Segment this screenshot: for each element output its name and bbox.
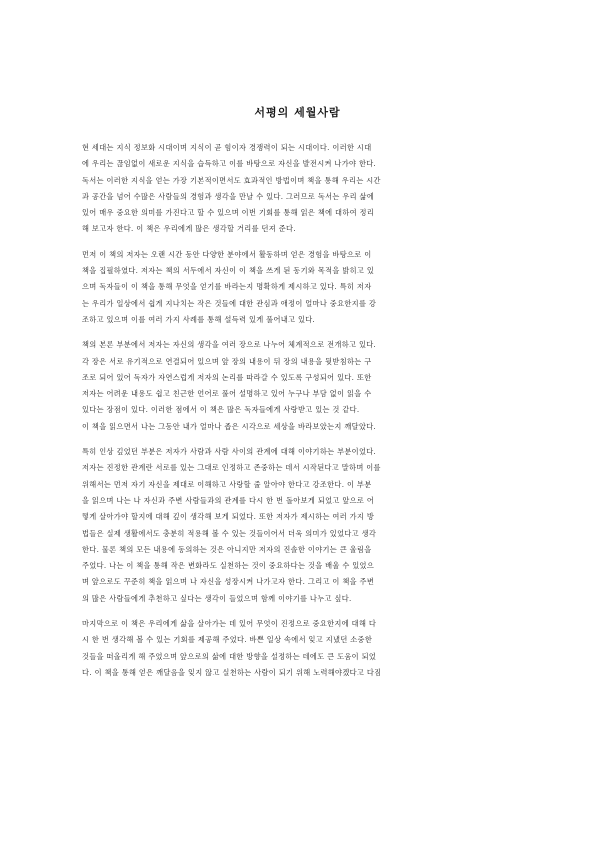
paragraph-line: 저자는 어려운 내용도 쉽고 친근한 언어로 풀어 설명하고 있어 누구나 부담 없이 읽을 수	[82, 389, 372, 399]
paragraph-line: 특히 인상 깊었던 부분은 저자가 사람과 사람 사이의 관계에 대해 이야기하는 부분이었다.	[82, 447, 377, 457]
paragraph-line: 한다. 물론 책의 모든 내용에 동의하는 것은 아니지만 저자의 진솔한 이야기는 큰 울림을	[82, 544, 372, 554]
paragraph-line: 있다는 장점이 있다. 이러한 점에서 이 책은 많은 독자들에게 사랑받고 있는 것 같다.	[82, 405, 360, 415]
body-paragraph	[82, 337, 514, 435]
paragraph-line: 다. 이 책을 통해 얻은 깨달음을 잊지 않고 실천하는 사람이 되기 위해 노력해야겠다고 다짐	[82, 667, 382, 677]
paragraph-line: 며 앞으로도 꾸준히 책을 읽으며 나 자신을 성장시켜 나가고자 한다. 그리고 이 책을 주변	[82, 577, 375, 587]
paragraph-line: 책의 본론 부분에서 저자는 자신의 생각을 여러 장으로 나누어 체계적으로 전개하고 있다.	[82, 340, 377, 350]
paragraph-line: 에 우리는 끊임없이 새로운 지식을 습득하고 이를 바탕으로 자신을 발전시켜 나가야 한다.	[82, 159, 377, 169]
body-paragraph	[82, 444, 514, 607]
paragraph-line: 저자는 진정한 관계란 서로를 있는 그대로 인정하고 존중하는 데서 시작된다고 말하며 이를	[82, 463, 381, 473]
paragraph-line: 시 한 번 생각해 볼 수 있는 기회를 제공해 주었다. 바쁜 일상 속에서 잊고 지냈던 소중한	[82, 635, 373, 645]
paragraph-line: 현 세대는 지식 정보화 시대이며 지식이 곧 힘이자 경쟁력이 되는 시대이다. 이러한 시대	[82, 143, 372, 152]
paragraph-line: 것들을 떠올리게 해 주었으며 앞으로의 삶에 대한 방향을 설정하는 데에도 큰 도움이 되었	[82, 651, 377, 661]
paragraph-line: 있어 매우 중요한 의미를 가진다고 할 수 있으며 이번 기회를 통해 읽은 책에 대하여 정리	[82, 208, 375, 218]
paragraph-line: 는 우리가 일상에서 쉽게 지나치는 작은 것들에 대한 관심과 애정이 얼마나 중요한지를 강	[82, 298, 377, 308]
paragraph-line: 떻게 살아가야 할지에 대해 깊이 생각해 보게 되었다. 또한 저자가 제시하는 여러 가지 방	[82, 512, 375, 522]
paragraph-line: 책을 집필하였다. 저자는 책의 서두에서 자신이 이 책을 쓰게 된 동기와 목적을 밝히고 있	[82, 266, 375, 276]
paragraph-line: 이 책을 읽으면서 나는 그동안 내가 얼마나 좁은 시각으로 세상을 바라보았는지 깨달았다.	[82, 421, 377, 431]
paragraph-line: 법들은 실제 생활에서도 충분히 적용해 볼 수 있는 것들이어서 더욱 의미가 있었다고 생각	[82, 528, 377, 538]
paragraph-line: 마지막으로 이 책은 우리에게 삶을 살아가는 데 있어 무엇이 진정으로 중요한지에 대해 다	[82, 619, 377, 629]
paragraph-line: 으며 독자들이 이 책을 통해 무엇을 얻기를 바라는지 명확하게 제시하고 있다. 특히 저자	[82, 282, 372, 292]
paragraph-line: 의 많은 사람들에게 추천하고 싶다는 생각이 들었으며 함께 이야기를 나누고 싶다.	[82, 593, 352, 603]
paragraph-line: 주었다. 나는 이 책을 통해 작은 변화라도 실천하는 것이 중요하다는 것을 배울 수 있었으	[82, 561, 375, 571]
paragraph-line: 독서는 이러한 지식을 얻는 가장 기본적이면서도 효과적인 방법이며 책을 통해 우리는 시간	[82, 175, 381, 185]
paragraph-line: 위해서는 먼저 자기 자신을 제대로 이해하고 사랑할 줄 알아야 한다고 강조한다. 이 부분	[82, 479, 372, 489]
body-paragraph	[82, 140, 514, 238]
body-paragraph	[82, 616, 514, 681]
paragraph-line: 을 읽으며 나는 나 자신과 주변 사람들과의 관계를 다시 한 번 돌아보게 되었고 앞으로 어	[82, 495, 375, 505]
paragraph-line: 조하고 있으며 이를 여러 가지 사례를 통해 설득력 있게 풀어내고 있다.	[82, 314, 316, 324]
document-title: 서평의 세월사람	[254, 106, 341, 119]
paragraph-line: 각 장은 서로 유기적으로 연결되어 있으며 앞 장의 내용이 뒤 장의 내용을 뒷받침하는 구	[82, 356, 372, 366]
paragraph-line: 해 보고자 한다. 이 책은 우리에게 많은 생각할 거리를 던져 준다.	[82, 224, 296, 234]
paragraph-line: 먼저 이 책의 저자는 오랜 시간 동안 다양한 분야에서 활동하며 얻은 경험을 바탕으로 이	[82, 249, 372, 259]
paragraph-line: 과 공간을 넘어 수많은 사람들의 경험과 생각을 만날 수 있다. 그러므로 독서는 우리 삶에	[82, 191, 375, 201]
paragraph-line: 조로 되어 있어 독자가 자연스럽게 저자의 논리를 따라갈 수 있도록 구성되어 있다. 또한	[82, 372, 372, 382]
body-paragraph	[82, 247, 514, 328]
document-body	[82, 140, 514, 690]
